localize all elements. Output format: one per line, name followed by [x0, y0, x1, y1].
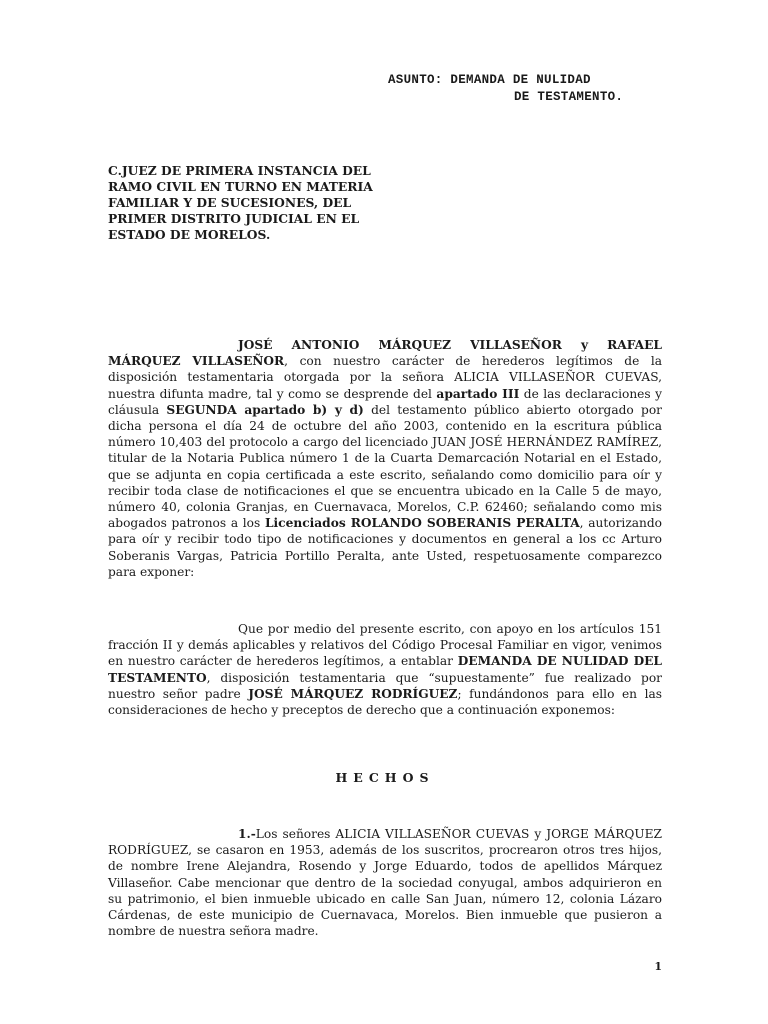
- paragraph-text: de las declaraciones y cláusula: [108, 386, 662, 417]
- paragraph-text: Los señores ALICIA VILLASEÑOR CUEVAS y JORGE MÁRQUEZ RODRÍGUEZ, se casaron en 1953, además de los suscritos, procrearon otros tres hijos, de nombre Irene Alejandra, Rosendo y Jorge Eduardo, todos de apellidos Márquez Villaseñor. Cabe mencionar que dentro de la sociedad conyugal, ambos adquirieron en su patrimonio, el bien inmueble ubicado en calle San Juan, número 12, colonia Lázaro Cárdenas, de este municipio de Cuernavaca, Morelos. Bien inmueble que pusieron a nombre de nuestra señora madre.: [108, 827, 662, 939]
- paragraph-text: , con nuestro carácter de herederos legítimos de la disposición testamentaria otorgada por la señora ALICIA VILLASEÑOR CUEVAS, nuestra difunta madre, tal y como se desprende del: [108, 354, 663, 401]
- recipient-line: RAMO CIVIL EN TURNO EN MATERIA: [108, 179, 373, 194]
- recipient-block: [108, 163, 428, 243]
- fact-number: 1.-: [238, 827, 256, 841]
- paragraph-introduction: [108, 337, 662, 580]
- section-heading-hechos: HECHOS: [335, 770, 435, 785]
- claim-title: DEMANDA DE NULIDAD DEL TESTAMENTO: [108, 654, 662, 685]
- paragraph-fact-1: [108, 826, 662, 939]
- recipient-line: FAMILIAR Y DE SUCESIONES, DEL: [108, 195, 352, 210]
- paragraph-text: , disposición testamentaria que “supuestamente” fue realizado por nuestro señor padre: [108, 670, 662, 701]
- bold-reference: apartado III: [436, 386, 520, 401]
- recipient-line: C.JUEZ DE PRIMERA INSTANCIA DEL: [108, 163, 371, 178]
- plaintiffs-names: JOSÉ ANTONIO MÁRQUEZ VILLASEÑOR y RAFAEL MÁRQUEZ VILLASEÑOR: [108, 338, 662, 369]
- subject-heading: [388, 72, 688, 106]
- paragraph-text: Que por medio del presente escrito, con apoyo en los artículos 151 fracción II y demás aplicables y relativos del Código Procesal Familiar en vigor, venimos en nuestro carácter de herederos legítimos, a entablar: [108, 622, 662, 669]
- paragraph-text: , autorizando para oír y recibir todo tipo de notificaciones y documentos en general a los cc Arturo Soberanis Vargas, Patricia Portillo Peralta, ante Usted, respetuosamente comparezco para exponer:: [108, 516, 662, 579]
- paragraph-text: ; fundándonos para ello en las consideraciones de hecho y preceptos de derecho que a continuación exponemos:: [108, 686, 662, 718]
- bold-reference: SEGUNDA apartado b) y d): [166, 402, 364, 417]
- page-number: 1: [654, 960, 662, 973]
- father-name: JOSÉ MÁRQUEZ RODRÍGUEZ: [248, 686, 458, 701]
- recipient-line: PRIMER DISTRITO JUDICIAL EN EL: [108, 211, 360, 226]
- subject-line-2: DE TESTAMENTO.: [514, 90, 624, 104]
- lawyers-names: Licenciados ROLANDO SOBERANIS PERALTA: [264, 516, 580, 531]
- recipient-line: ESTADO DE MORELOS.: [108, 227, 271, 242]
- paragraph-text: del testamento público abierto otorgado por dicha persona el día 24 de octubre del año 2003, contenido en la escritura pública número 10,403 del protocolo a cargo del licenciado JUAN JOSÉ HERNÁNDEZ RAMÍREZ, titular de la Notaria Publica número 1 de la Cuarta Demarcación Notarial en el Estado, que se adjunta en copia certificada a este escrito, señalando como domicilio para oír y recibir toda clase de notificaciones el que se encuentra ubicado en la Calle 5 de mayo, número 40, colonia Granjas, en Cuernavaca, Morelos, C.P. 62460; señalando como mis abogados patronos a los: [108, 402, 663, 531]
- subject-line-1: ASUNTO: DEMANDA DE NULIDAD: [388, 73, 591, 87]
- paragraph-claim: [108, 621, 662, 718]
